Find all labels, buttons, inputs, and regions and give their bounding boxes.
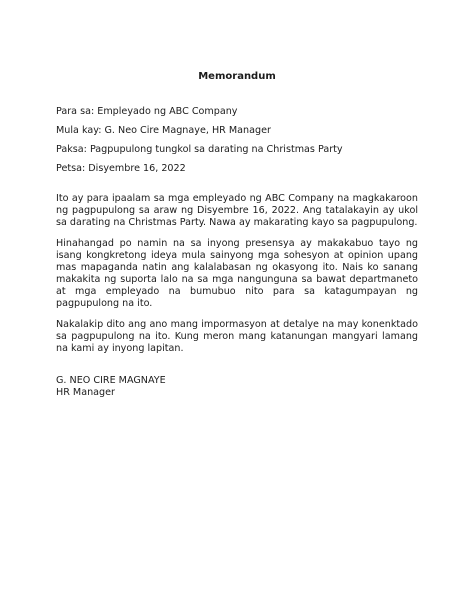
memo-title: Memorandum [198,71,276,82]
signatory-position: HR Manager [56,387,115,398]
body-paragraph: Nakalakip dito ang ano mang impormasyon at detalye na may konenktado sa pagpupulong na ito. Kung meron mang katanungan mangyari lamang na kami ay inyong lapitan. [56,319,418,354]
memo-to: Para sa: Empleyado ng ABC Company [56,106,238,117]
memo-subject: Paksa: Pagpupulong tungkol sa darating na Christmas Party [56,144,343,155]
memo-from: Mula kay: G. Neo Cire Magnaye, HR Manager [56,125,271,136]
memo-body [56,193,418,355]
signature-block [56,375,418,399]
body-paragraph: Hinahangad po namin na sa inyong presensya ay makakabuo tayo ng isang kongkretong ideya mula sainyong mga sohesyon at opinion upang mas mapaganda natin ang kalalabasan ng okasyong ito. Nais ko sanang makakita ng suporta lalo na sa mga nangunguna sa bawat departmaneto at mga empleyado na bumubuo nito para sa katagumpayan ng pagpupulong na ito. [56,238,418,309]
memorandum [56,70,418,399]
memo-date: Petsa: Disyembre 16, 2022 [56,163,186,174]
memo-header [56,106,418,175]
body-paragraph: Ito ay para ipaalam sa mga empleyado ng ABC Company na magkakaroon ng pagpupulong sa araw ng Disyembre 16, 2022. Ang tatalakayin ay ukol sa darating na Christmas Party. Nawa ay makarating kayo sa pagpupulong. [56,193,418,228]
signatory-name: G. NEO CIRE MAGNAYE [56,375,166,386]
